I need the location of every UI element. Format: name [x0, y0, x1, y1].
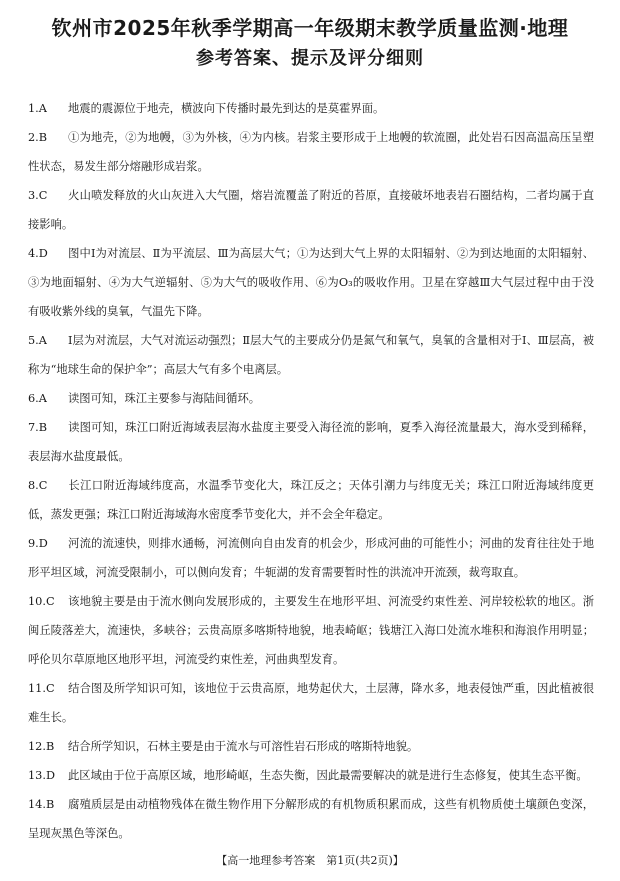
answer-item	[28, 471, 594, 529]
answer-number: 13.D	[28, 769, 56, 782]
answer-text: ①为地壳，②为地幔，③为外核，④为内核。岩浆主要形成于上地幔的软流圈，此处岩石因高温高压呈塑性状态，易发生部分熔融形成岩浆。	[28, 131, 594, 173]
answer-number: 4.D	[28, 247, 48, 260]
answer-number: 5.A	[28, 334, 47, 347]
answer-item	[28, 181, 594, 239]
answer-list	[28, 94, 594, 848]
answer-item	[28, 761, 594, 790]
answer-item	[28, 732, 594, 761]
answer-number: 7.B	[28, 421, 48, 434]
answer-number: 2.B	[28, 131, 48, 144]
answer-text: 结合所学知识，石林主要是由于流水与可溶性岩石形成的喀斯特地貌。	[68, 740, 419, 753]
answer-text: 结合图及所学知识可知，该地位于云贵高原，地势起伏大，土层薄，降水多，地表侵蚀严重，因此植被很难生长。	[28, 682, 594, 724]
page-subtitle: 参考答案、提示及评分细则	[196, 48, 424, 69]
answer-text: 长江口附近海域纬度高，水温季节变化大，珠江反之；天体引潮力与纬度无关；珠江口附近海域纬度更低，蒸发更强；珠江口附近海域海水密度季节变化大，并不会全年稳定。	[28, 479, 594, 521]
answer-text: Ⅰ层为对流层，大气对流运动强烈；Ⅱ层大气的主要成分仍是氮气和氧气，臭氧的含量相对于Ⅰ、Ⅲ层高，被称为“地球生命的保护伞”；高层大气有多个电离层。	[28, 334, 594, 376]
answer-text: 地震的震源位于地壳，横波向下传播时最先到达的是莫霍界面。	[68, 102, 385, 115]
answer-text: 该地貌主要是由于流水侧向发展形成的，主要发生在地形平坦、河流受约束性差、河岸较松软的地区。浙闽丘陵落差大，流速快，多峡谷；云贵高原多喀斯特地貌，地表崎岖；钱塘江入海口处流水堆积和海浪作用明显；呼伦贝尔草原地区地形平坦，河流受约束性差，河曲典型发育。	[28, 595, 594, 666]
answer-number: 3.C	[28, 189, 48, 202]
answer-number: 6.A	[28, 392, 47, 405]
answer-item	[28, 239, 594, 326]
answer-number: 1.A	[28, 102, 47, 115]
answer-number: 8.C	[28, 479, 48, 492]
answer-item	[28, 529, 594, 587]
answer-item	[28, 326, 594, 384]
answer-number: 9.D	[28, 537, 48, 550]
answer-text: 此区域由于位于高原区域，地形崎岖，生态失衡，因此最需要解决的就是进行生态修复，使其生态平衡。	[68, 769, 588, 782]
answer-item	[28, 413, 594, 471]
answer-item	[28, 123, 594, 181]
answer-text: 读图可知，珠江口附近海域表层海水盐度主要受入海径流的影响，夏季入海径流量最大，海水受到稀释，表层海水盐度最低。	[28, 421, 594, 463]
answer-item	[28, 384, 594, 413]
page-footer: 【高一地理参考答案 第1页(共2页)】	[216, 854, 404, 867]
answer-text: 河流的流速快，则排水通畅，河流侧向自由发育的机会少，形成河曲的可能性小；河曲的发育往往处于地形平坦区域，河流受限制小，可以侧向发育；牛轭湖的发育需要暂时性的洪流冲开流颈，裁弯取直。	[28, 537, 594, 579]
answer-number: 11.C	[28, 682, 55, 695]
answer-number: 10.C	[28, 595, 55, 608]
answer-text: 读图可知，珠江主要参与海陆间循环。	[68, 392, 261, 405]
answer-item	[28, 674, 594, 732]
answer-item	[28, 94, 594, 123]
answer-number: 14.B	[28, 798, 55, 811]
answer-text: 图中Ⅰ为对流层、Ⅱ为平流层、Ⅲ为高层大气；①为达到大气上界的太阳辐射、②为到达地面的太阳辐射、③为地面辐射、④为大气逆辐射、⑤为大气的吸收作用、⑥为O₃的吸收作用。卫星在穿越Ⅲ大气层过程中由于没有吸收紫外线的臭氧，气温先下降。	[28, 247, 594, 318]
answer-item	[28, 790, 594, 848]
answer-item	[28, 587, 594, 674]
answer-number: 12.B	[28, 740, 55, 753]
answer-text: 火山喷发释放的火山灰进入大气圈，熔岩流覆盖了附近的苔原，直接破坏地表岩石圈结构，二者均属于直接影响。	[28, 189, 594, 231]
page-title: 钦州市2025年秋季学期高一年级期末教学质量监测·地理	[51, 16, 569, 40]
answer-text: 腐殖质层是由动植物残体在微生物作用下分解形成的有机物质积累而成，这些有机物质使土壤颜色变深，呈现灰黑色等深色。	[28, 798, 594, 840]
